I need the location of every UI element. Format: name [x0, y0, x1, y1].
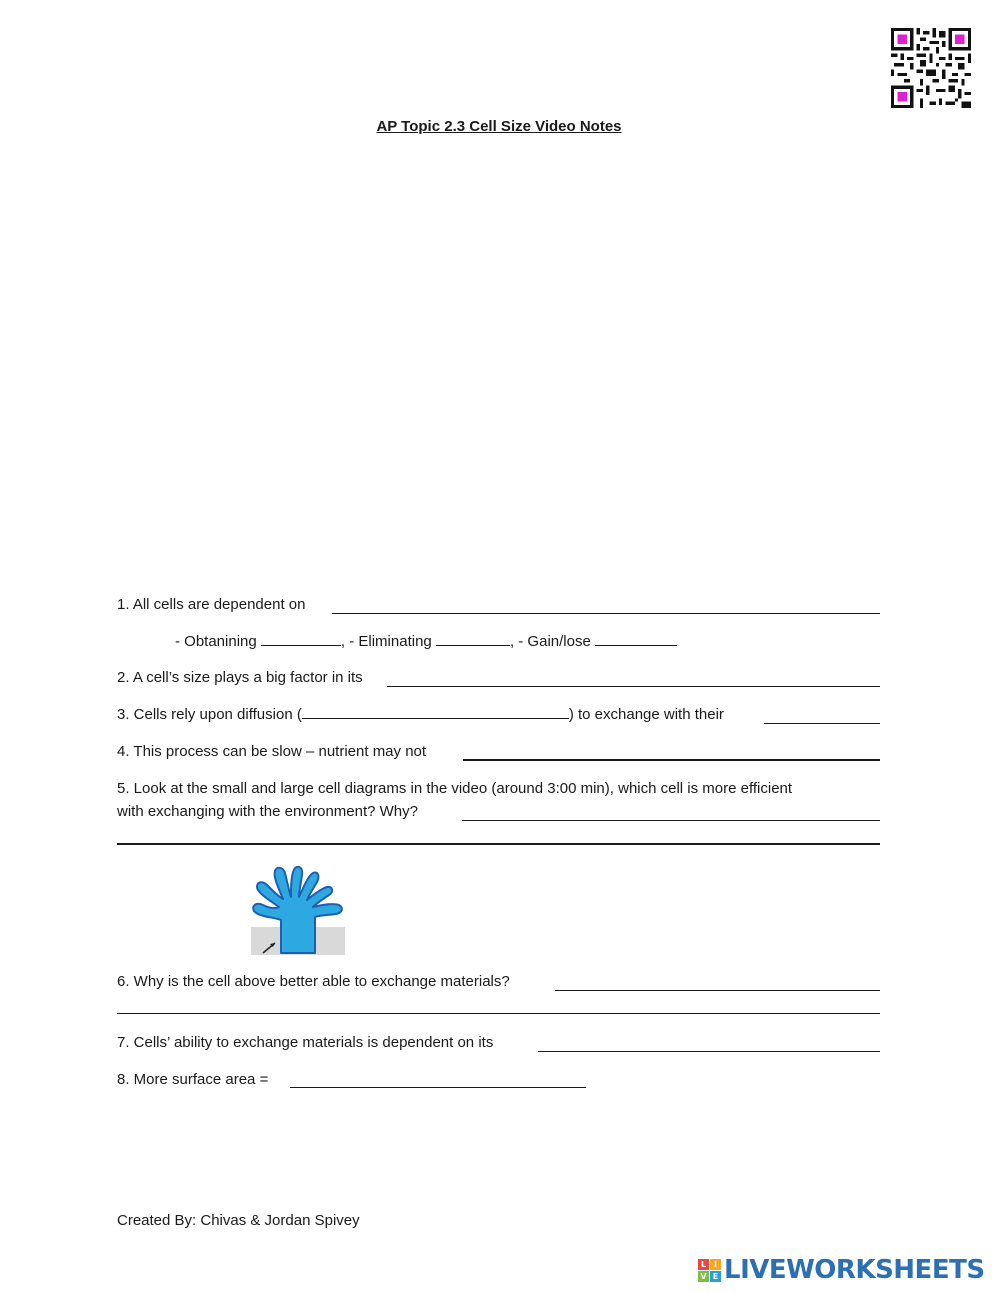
question-3-suffix: ) to exchange with their: [568, 706, 724, 723]
question-2-answer-blank[interactable]: [387, 686, 880, 687]
qr-code-icon: [891, 28, 971, 108]
live-letter: E: [710, 1271, 721, 1282]
question-3-text: [117, 704, 724, 726]
question-3-diffusion-blank[interactable]: [302, 704, 569, 719]
hand-shaped-cell-icon: [251, 865, 345, 955]
live-blocks: [698, 1259, 721, 1282]
question-6-answer-blank[interactable]: [555, 990, 880, 991]
question-8-answer-blank[interactable]: [290, 1087, 586, 1088]
live-letter: I: [710, 1259, 721, 1270]
author-credit: Created By: Chivas & Jordan Spivey: [117, 1212, 360, 1229]
page-title: AP Topic 2.3 Cell Size Video Notes: [376, 118, 622, 135]
liveworksheets-logo: [698, 1253, 985, 1287]
live-letter: V: [698, 1271, 709, 1282]
question-3-environment-blank[interactable]: [764, 723, 880, 724]
gain-lose-blank[interactable]: [595, 631, 677, 646]
question-7-text: 7. Cells’ ability to exchange materials is dependent on its: [117, 1034, 494, 1051]
question-1-subitems: [175, 631, 677, 653]
question-5-answer-blank-2[interactable]: [117, 843, 880, 845]
question-1-answer-blank[interactable]: [332, 613, 880, 614]
live-letter: L: [698, 1259, 709, 1270]
question-6-text: 6. Why is the cell above better able to exchange materials?: [117, 973, 510, 990]
question-4-answer-blank[interactable]: [463, 759, 880, 761]
question-5-answer-blank[interactable]: [462, 820, 880, 821]
obtaining-blank[interactable]: [261, 631, 341, 646]
obtaining-label: - Obtanining: [175, 633, 257, 650]
question-3-prefix: 3. Cells rely upon diffusion (: [117, 706, 302, 723]
question-4-text: 4. This process can be slow – nutrient may not: [117, 743, 427, 760]
eliminating-blank[interactable]: [436, 631, 510, 646]
question-2-text: 2. A cell’s size plays a big factor in its: [117, 669, 363, 686]
gain-lose-label: , - Gain/lose: [509, 633, 591, 650]
question-5-line-1: 5. Look at the small and large cell diagrams in the video (around 3:00 min), which cell is more efficient: [117, 780, 793, 797]
brand-name: LIVEWORKSHEETS: [724, 1255, 985, 1285]
question-7-answer-blank[interactable]: [538, 1051, 880, 1052]
question-6-answer-blank-2[interactable]: [117, 1013, 880, 1014]
eliminating-label: , - Eliminating: [340, 633, 432, 650]
question-1-text: 1. All cells are dependent on: [117, 596, 306, 613]
question-8-text: 8. More surface area =: [117, 1071, 269, 1088]
question-5-line-2: with exchanging with the environment? Why?: [117, 803, 418, 820]
